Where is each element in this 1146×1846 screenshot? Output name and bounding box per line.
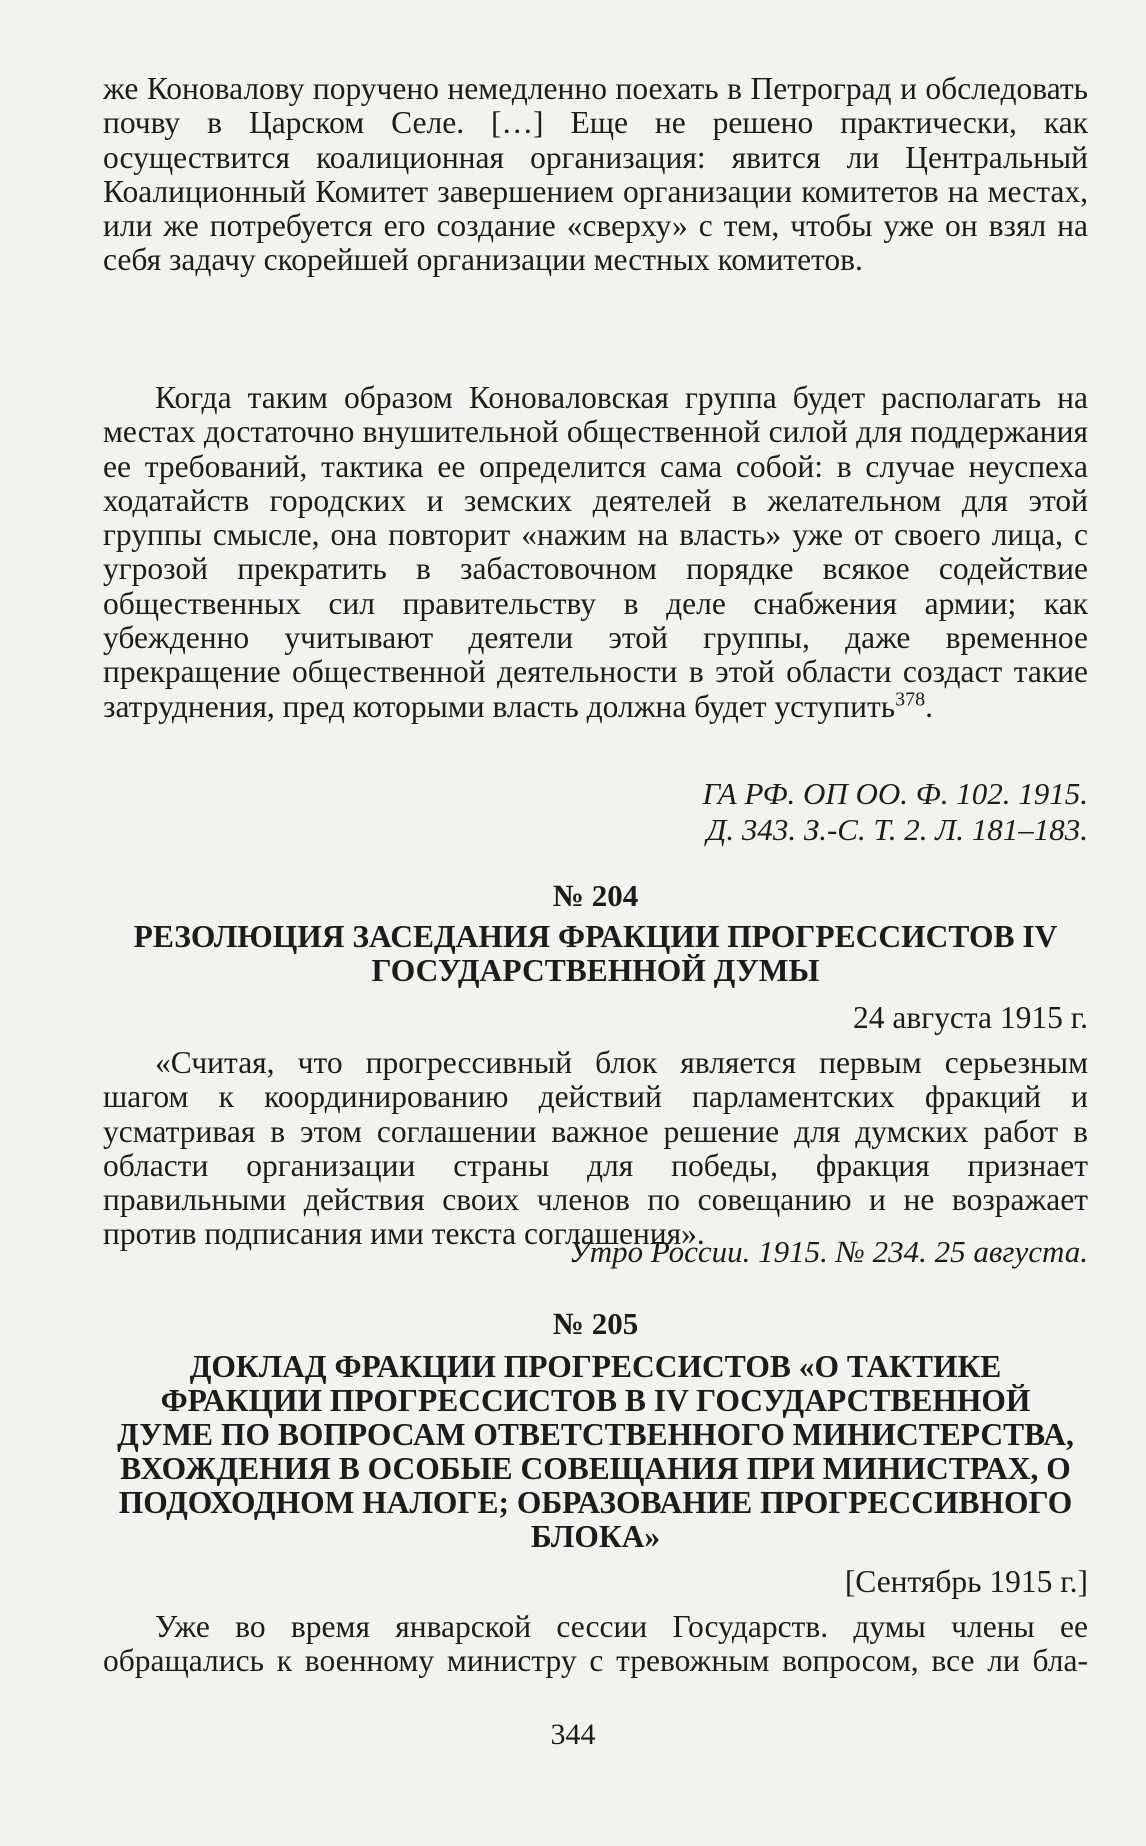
document-number-205: № 205 — [552, 1306, 639, 1341]
document-text-204: «Считая, что прогрессивный блок является первым серьезным шагом к координированию действий парламентских фракций и усматривая в этом соглашении важное решение для думских работ в области организации страны для победы, фракция признает правильными действия своих членов по совещанию и не возражает против подписания ими текста соглашения». — [103, 1045, 1088, 1252]
document-title-204: РЕЗОЛЮЦИЯ ЗАСЕДАНИЯ ФРАКЦИИ ПРОГРЕССИСТОВ IV ГОСУДАРСТВЕННОЙ ДУМЫ — [133, 919, 1058, 988]
source-citation-204: Утро России. 1915. № 234. 25 августа. — [568, 1234, 1088, 1269]
document-title-205: ДОКЛАД ФРАКЦИИ ПРОГРЕССИСТОВ «О ТАКТИКЕ ФРАКЦИИ ПРОГРЕССИСТОВ В IV ГОСУДАРСТВЕННОЙ ДУМЕ ПО ВОПРОСАМ ОТВЕТСТВЕННОГО МИНИСТЕРСТВА, ВХОЖДЕНИЯ В ОСОБЫЕ СОВЕЩАНИЯ ПРИ МИНИСТРАХ, О ПОДОХОДНОМ НАЛОГЕ; ОБРАЗОВАНИЕ ПРОГРЕССИВНОГО БЛОКА» — [117, 1349, 1074, 1554]
paragraph-intro: же Коновалову поручено немедленно поехать в Петроград и обследовать почву в Царском Селе. […] Еще не решено практически, как осуществится коалиционная организация: явится ли Центральный Коалиционный Комитет завершением организации комитетов на местах, или же потребуется его создание «сверху» с тем, чтобы уже он взял на себя задачу скорейшей организации местных комитетов. — [103, 71, 1088, 278]
source-citation-line1: ГА РФ. ОП ОО. Ф. 102. 1915. — [702, 776, 1088, 811]
document-date-205: [Сентябрь 1915 г.] — [844, 1564, 1088, 1599]
paragraph-text: Когда таким образом Коноваловская группа будет располагать на местах достаточно внушительной общественной силой для поддержания ее требований, тактика ее определится сама собой: в случае неуспеха ходатайств городских и земских деятелей в желательном для этой группы смысле, она повторит «нажим на власть» уже от своего лица, с угрозой прекратить в забастовочном порядке всякое содействие общественных сил правительству в деле снабжения армии; как убежденно учитывают деятели этой группы, даже временное прекращение общественной деятельности в этой области создаст такие затруднения, пред которыми власть должна будет уступить — [103, 380, 1088, 724]
footnote-ref: 378 — [895, 688, 926, 711]
paragraph-end: . — [925, 688, 933, 724]
document-date-204: 24 августа 1915 г. — [852, 1000, 1088, 1035]
paragraph-konovalov-group — [103, 381, 1088, 756]
page-body — [103, 72, 1088, 1679]
page-number: 344 — [550, 1718, 596, 1751]
document-number-204: № 204 — [552, 878, 639, 913]
document-text-205: Уже во время январской сессии Государств. думы члены ее обращались к военному министру с тревожным вопросом, все ли бла- — [103, 1609, 1088, 1679]
source-citation-line2: Д. 343. З.-С. Т. 2. Л. 181–183. — [706, 812, 1088, 847]
